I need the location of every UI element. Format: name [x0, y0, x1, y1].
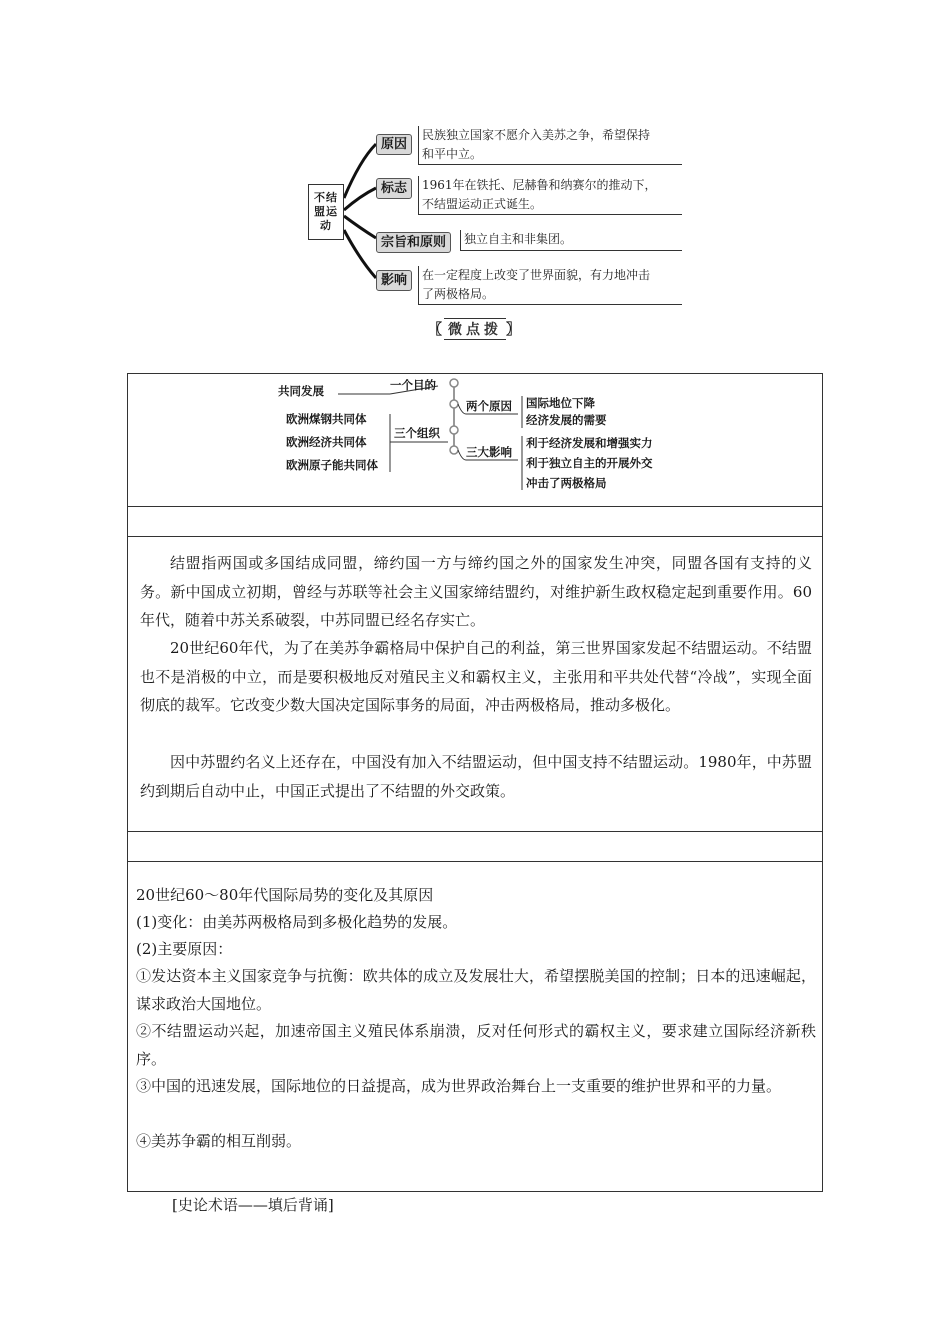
eu-impacts-label: 三大影响 [466, 445, 512, 459]
summary-reason-1: ①发达资本主义国家竞争与抗衡：欧共体的成立及发展壮大，希望摆脱美国的控制；日本的迅速崛起，谋求政治大国地位。 [136, 967, 816, 1013]
node-impact-label: 影响 [376, 270, 412, 291]
eu-purpose-label: 一个目的 [390, 378, 436, 392]
node-reason-label: 原因 [376, 134, 412, 155]
summary-reason-4: ④美苏争霸的相互削弱。 [136, 1132, 302, 1150]
summary-reasons-title: (2)主要原因： [136, 940, 233, 958]
section-title: 〖 微点拨 〗 [0, 318, 950, 340]
table-row-summary [128, 862, 822, 1191]
section-title-text: 微点拨 [444, 318, 506, 340]
summary-change: (1)变化：由美苏两极格局到多极化趋势的发展。 [136, 913, 458, 931]
node-principle-label: 宗旨和原则 [376, 232, 451, 253]
eu-org-3: 欧洲原子能共同体 [286, 458, 378, 472]
node-symbol-label: 标志 [376, 178, 412, 199]
summary-reason-3: ③中国的迅速发展，国际地位的日益提高，成为世界政治舞台上一支重要的维护世界和平的力量。 [136, 1077, 782, 1095]
node-reason-line-1: 民族独立国家不愿介入美苏之争，希望保持 [422, 128, 651, 142]
root-node: 不结盟运动 [308, 184, 344, 240]
table-row-mindmap [128, 374, 822, 507]
node-principle-line-1: 独立自主和非集团。 [464, 232, 573, 246]
node-impact-line-2: 了两极格局。 [422, 287, 495, 301]
node-symbol-line-1: 1961年在铁托、尼赫鲁和纳赛尔的推动下， [422, 178, 657, 192]
mindmap-eu [278, 374, 678, 507]
node-reason-line-2: 和平中立。 [422, 147, 483, 161]
table-row-paragraphs [128, 537, 822, 832]
eu-reason-1: 国际地位下降 [526, 396, 595, 410]
summary-title: 20世纪60～80年代国际局势的变化及其原因 [136, 886, 434, 904]
eu-reasons-label: 两个原因 [466, 399, 512, 413]
node-principle-text [460, 230, 682, 251]
node-impact-line-1: 在一定程度上改变了世界面貌，有力地冲击 [422, 268, 651, 282]
eu-impact-1: 利于经济发展和增强实力 [526, 436, 653, 450]
eu-impact-3: 冲击了两极格局 [526, 476, 607, 490]
paragraph-3: 因中苏盟约名义上还存在，中国没有加入不结盟运动，但中国支持不结盟运动。1980年，中苏盟约到期后自动中止，中国正式提出了不结盟的外交政策。 [140, 753, 812, 800]
node-reason-text [418, 126, 682, 165]
mindmap-non-aligned [300, 120, 690, 310]
eu-impact-2: 利于独立自主的开展外交 [526, 456, 653, 470]
paragraph-2: 20世纪60年代，为了在美苏争霸格局中保护自己的利益，第三世界国家发起不结盟运动。不结盟也不是消极的中立，而是要积极地反对殖民主义和霸权主义，主张用和平共处代替“冷战”，实现全面彻底的裁军。它改变少数大国决定国际事务的局面，冲击两极格局，推动多极化。 [140, 639, 812, 714]
node-symbol-text [418, 176, 682, 215]
eu-reason-2: 经济发展的需要 [526, 413, 607, 427]
footer-note: [史论术语——填后背诵] [172, 1196, 334, 1214]
eu-org-1: 欧洲煤钢共同体 [286, 412, 367, 426]
node-impact-text [418, 266, 682, 305]
node-symbol-line-2: 不结盟运动正式诞生。 [422, 197, 543, 211]
content-table [127, 373, 823, 1192]
eu-org-2: 欧洲经济共同体 [286, 435, 367, 449]
table-row-empty-1 [128, 507, 822, 537]
paragraph-1: 结盟指两国或多国结成同盟，缔约国一方与缔约国之外的国家发生冲突，同盟各国有支持的义务。新中国成立初期，曾经与苏联等社会主义国家缔结盟约，对维护新生政权稳定起到重要作用。60年代，随着中苏关系破裂，中苏同盟已经名存实亡。 [140, 554, 812, 629]
summary-reason-2: ②不结盟运动兴起，加速帝国主义殖民体系崩溃，反对任何形式的霸权主义，要求建立国际经济新秩序。 [136, 1022, 816, 1068]
table-row-empty-2 [128, 832, 822, 862]
eu-common-development: 共同发展 [278, 384, 324, 398]
eu-org-label: 三个组织 [394, 426, 440, 440]
